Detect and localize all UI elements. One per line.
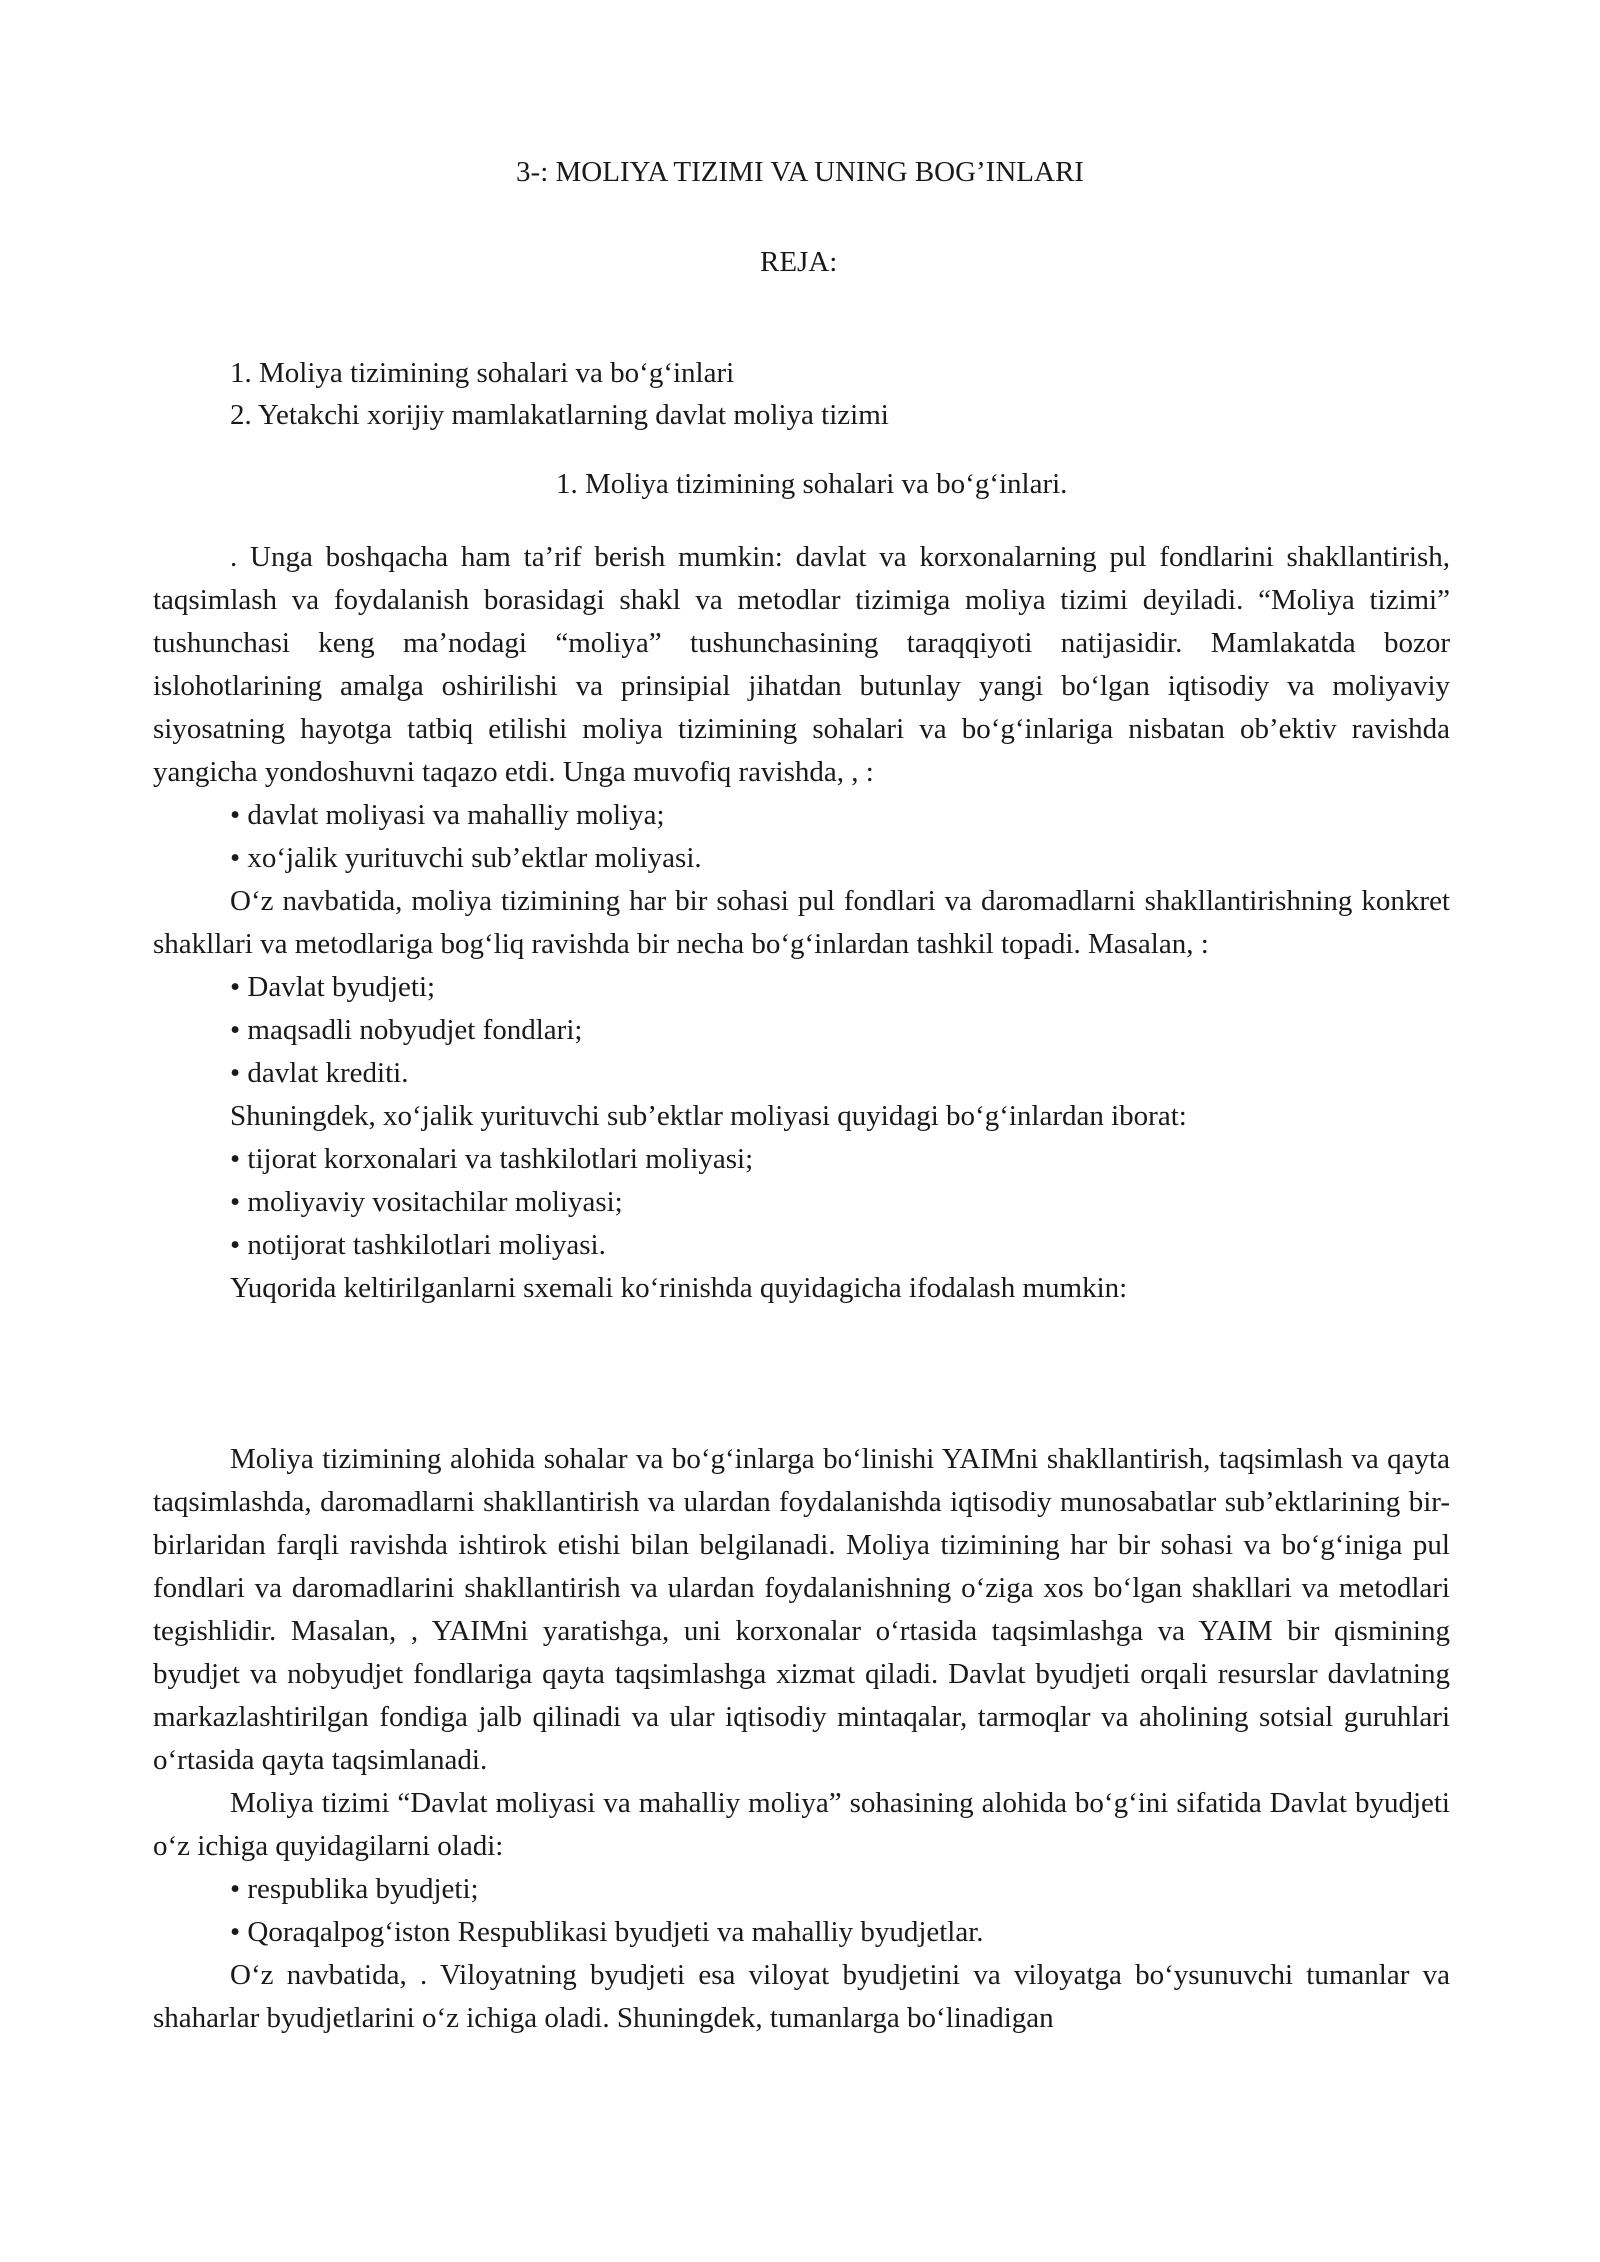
- paragraph: O‘z navbatida, moliya tizimining har bir sohasi pul fondlari va daromadlarni shakllantirishning konkret shakllari va metodlariga bog‘liq ravishda bir necha bo‘g‘inlardan tashkil topadi. Masalan, :: [153, 885, 1450, 960]
- section-heading: 1. Moliya tizimining sohalari va bo‘g‘inlari.: [556, 468, 1068, 500]
- plan-item: 1. Moliya tizimining sohalari va bo‘g‘inlari: [230, 357, 735, 389]
- bullet-item: • davlat krediti.: [230, 1057, 409, 1089]
- plan-item: 2. Yetakchi xorijiy mamlakatlarning davlat moliya tizimi: [230, 399, 889, 431]
- bullet-item: • notijorat tashkilotlari moliyasi.: [230, 1229, 606, 1261]
- paragraph: Yuqorida keltirilganlarni sxemali ko‘rinishda quyidagicha ifodalash mumkin:: [230, 1272, 1128, 1304]
- plan-list: [230, 352, 1230, 436]
- body-text-block-2: [153, 1438, 1450, 2040]
- bullet-item: • maqsadli nobyudjet fondlari;: [230, 1014, 583, 1046]
- bullet-item: • xo‘jalik yurituvchi sub’ektlar moliyasi.: [230, 842, 702, 874]
- paragraph: O‘z navbatida, . Viloyatning byudjeti esa viloyat byudjetini va viloyatga bo‘ysunuvchi tumanlar va shaharlar byudjetlarini o‘z ichiga oladi. Shuningdek, tumanlarga bo‘linadigan: [153, 1959, 1450, 2034]
- paragraph: Moliya tizimining alohida sohalar va bo‘g‘inlarga bo‘linishi YAIMni shakllantirish, taqsimlash va qayta taqsimlashda, daromadlarni shakllantirish va ulardan foydalanishda iqtisodiy munosabatlar sub’ektlarining bir-birlaridan farqli ravishda ishtirok etishi bilan belgilanadi. Moliya tizimining har bir sohasi va bo‘g‘iniga pul fondlari va daromadlarini shakllantirish va ulardan foydalanishning o‘ziga xos bo‘lgan shakllari va metodlari tegishlidir. Masalan, , YAIMni yaratishga, uni korxonalar o‘rtasida taqsimlashga va YAIM bir qismining byudjet va nobyudjet fondlariga qayta taqsimlashga xizmat qiladi. Davlat byudjeti orqali resurslar davlatning markazlashtirilgan fondiga jalb qilinadi va ular iqtisodiy mintaqalar, tarmoqlar va aholining sotsial guruhlari o‘rtasida qayta taqsimlanadi.: [153, 1443, 1450, 1776]
- paragraph: . Unga boshqacha ham ta’rif berish mumkin: davlat va korxonalarning pul fondlarini shakllantirish, taqsimlash va foydalanish borasidagi shakl va metodlar tizimiga moliya tizimi deyiladi. “Moliya tizimi” tushunchasi keng ma’nodagi “moliya” tushunchasining taraqqiyoti natijasidir. Mamlakatda bozor islohotlarining amalga oshirilishi va prinsipial jihatdan butunlay yangi bo‘lgan iqtisodiy va moliyaviy siyosatning hayotga tatbiq etilishi moliya tizimining sohalari va bo‘g‘inlariga nisbatan ob’ektiv ravishda yangicha yondoshuvni taqazo etdi. Unga muvofiq ravishda, , :: [153, 541, 1450, 788]
- bullet-item: • davlat moliyasi va mahalliy moliya;: [230, 799, 665, 831]
- paragraph: Moliya tizimi “Davlat moliyasi va mahalliy moliya” sohasining alohida bo‘g‘ini sifatida Davlat byudjeti o‘z ichiga quyidagilarni oladi:: [153, 1787, 1450, 1862]
- bullet-item: • respublika byudjeti;: [230, 1873, 479, 1905]
- paragraph: Shuningdek, xo‘jalik yurituvchi sub’ektlar moliyasi quyidagi bo‘g‘inlardan iborat:: [230, 1100, 1187, 1132]
- body-text-block-1: [153, 536, 1450, 1310]
- plan-heading: REJA:: [760, 246, 838, 278]
- bullet-item: • Davlat byudjeti;: [230, 971, 436, 1003]
- document-title: 3-: MOLIYA TIZIMI VA UNING BOG’INLARI: [516, 156, 1084, 188]
- bullet-item: • tijorat korxonalari va tashkilotlari moliyasi;: [230, 1143, 754, 1175]
- bullet-item: • moliyaviy vositachilar moliyasi;: [230, 1186, 623, 1218]
- bullet-item: • Qoraqalpog‘iston Respublikasi byudjeti va mahalliy byudjetlar.: [230, 1916, 984, 1948]
